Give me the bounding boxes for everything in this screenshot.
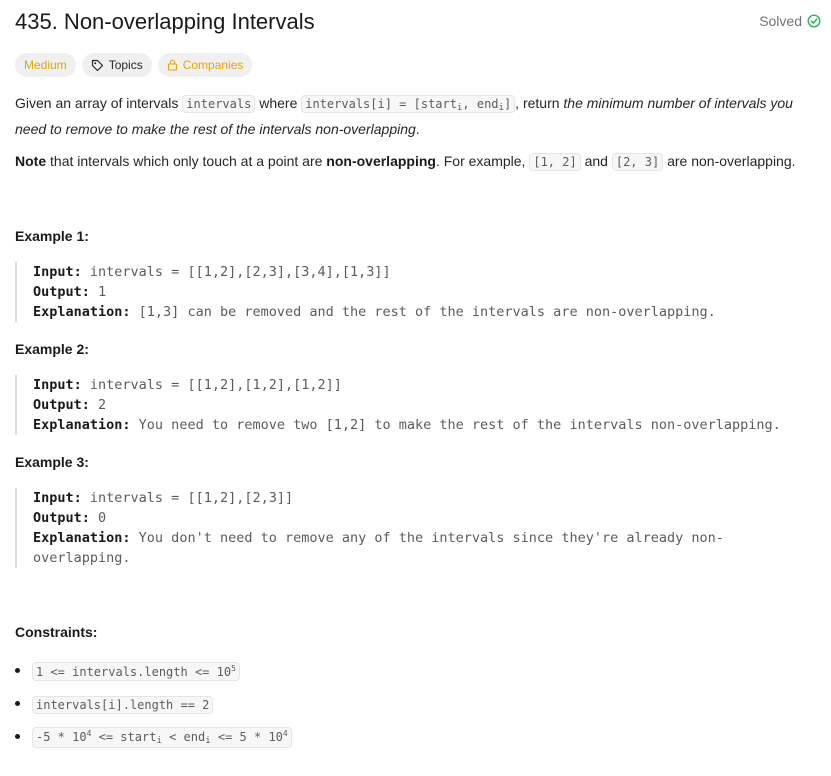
- bold-text: Note: [15, 153, 47, 169]
- output-label: Output:: [33, 510, 90, 526]
- output-value: 2: [89, 397, 107, 413]
- code-text: , end: [462, 97, 499, 111]
- constraints-title: Constraints:: [15, 624, 98, 640]
- code-text: -5 * 10: [36, 730, 87, 744]
- topics-label: Topics: [108, 58, 143, 72]
- text: are non-overlapping.: [663, 153, 796, 169]
- example-block: [15, 488, 805, 568]
- inline-code: intervals[i].length == 2: [32, 696, 213, 714]
- inline-code: [32, 727, 292, 748]
- code-text: < end: [161, 730, 206, 744]
- inline-code: [32, 662, 240, 681]
- example-output: [33, 282, 805, 302]
- input-label: Input:: [33, 264, 82, 280]
- subscript: i: [205, 736, 211, 746]
- example-explanation: [33, 415, 805, 435]
- code-text: <= 5 * 10: [210, 730, 283, 744]
- constraint-item: [15, 688, 292, 721]
- example-input: [33, 262, 805, 282]
- output-value: 0: [89, 510, 107, 526]
- text: , return: [515, 95, 564, 111]
- bold-text: non-overlapping: [326, 153, 436, 169]
- input-value: intervals = [[1,2],[2,3],[3,4],[1,3]]: [81, 264, 391, 280]
- example-block: [15, 262, 805, 322]
- solved-status: [759, 13, 821, 29]
- check-circle-icon: [807, 14, 821, 28]
- code-text: 1 <= intervals.length <= 10: [36, 665, 232, 679]
- explanation-label: Explanation:: [33, 530, 131, 546]
- example-input: [33, 375, 805, 395]
- companies-button[interactable]: [158, 53, 253, 77]
- text: Given an array of intervals: [15, 95, 183, 111]
- output-value: 1: [89, 284, 107, 300]
- tag-row: [15, 53, 252, 77]
- output-label: Output:: [33, 284, 90, 300]
- input-label: Input:: [33, 377, 82, 393]
- inline-code: [2, 3]: [612, 153, 663, 171]
- constraint-item: [15, 655, 292, 688]
- input-value: intervals = [[1,2],[2,3]]: [81, 490, 294, 506]
- text: and: [580, 153, 612, 169]
- difficulty-badge: Medium: [15, 53, 76, 77]
- problem-statement: [15, 93, 815, 140]
- emphasis: the minimum number of intervals you need to remove to make the rest of the intervals non-overlapping: [15, 95, 793, 137]
- code-text: ]: [503, 97, 512, 111]
- input-value: intervals = [[1,2],[1,2],[1,2]]: [81, 377, 342, 393]
- example-output: [33, 508, 805, 528]
- text: . For example,: [435, 153, 530, 169]
- example-input: [33, 488, 805, 508]
- companies-label: Companies: [182, 58, 244, 72]
- tag-icon: [91, 59, 104, 72]
- constraint-item: [15, 721, 292, 754]
- example-block: [15, 375, 805, 435]
- constraints-list: [15, 655, 292, 754]
- explanation-value: You need to remove two [1,2] to make the rest of the intervals non-overlapping.: [130, 417, 781, 433]
- example-title: Example 3:: [15, 454, 89, 470]
- text: .: [415, 121, 420, 137]
- explanation-label: Explanation:: [33, 304, 131, 320]
- input-label: Input:: [33, 490, 82, 506]
- output-label: Output:: [33, 397, 90, 413]
- explanation-value: You don't need to remove any of the intervals since they're already non-overlapping.: [33, 530, 724, 566]
- lock-icon: [167, 59, 178, 71]
- explanation-value: [1,3] can be removed and the rest of the intervals are non-overlapping.: [130, 304, 716, 320]
- topics-button[interactable]: [82, 53, 152, 77]
- problem-title[interactable]: 435. Non-overlapping Intervals: [15, 9, 315, 34]
- example-explanation: [33, 302, 805, 322]
- subscript: i: [456, 103, 463, 113]
- example-title: Example 1:: [15, 228, 89, 244]
- superscript: 4: [86, 729, 92, 738]
- title-row: [15, 9, 821, 39]
- subscript: i: [156, 736, 162, 746]
- superscript: 5: [231, 664, 236, 673]
- text: that intervals which only touch at a point are: [46, 153, 327, 169]
- example-title: Example 2:: [15, 341, 89, 357]
- text: where: [255, 95, 302, 111]
- example-explanation: [33, 528, 773, 568]
- note-paragraph: [15, 151, 815, 173]
- inline-code: [301, 95, 515, 113]
- explanation-label: Explanation:: [33, 417, 131, 433]
- code-text: intervals[i] = [start: [305, 97, 457, 111]
- solved-label: Solved: [759, 13, 802, 29]
- inline-code: intervals: [182, 95, 255, 113]
- inline-code: [1, 2]: [529, 153, 580, 171]
- example-output: [33, 395, 805, 415]
- superscript: 4: [282, 729, 288, 738]
- code-text: <= start: [91, 730, 157, 744]
- subscript: i: [498, 103, 504, 113]
